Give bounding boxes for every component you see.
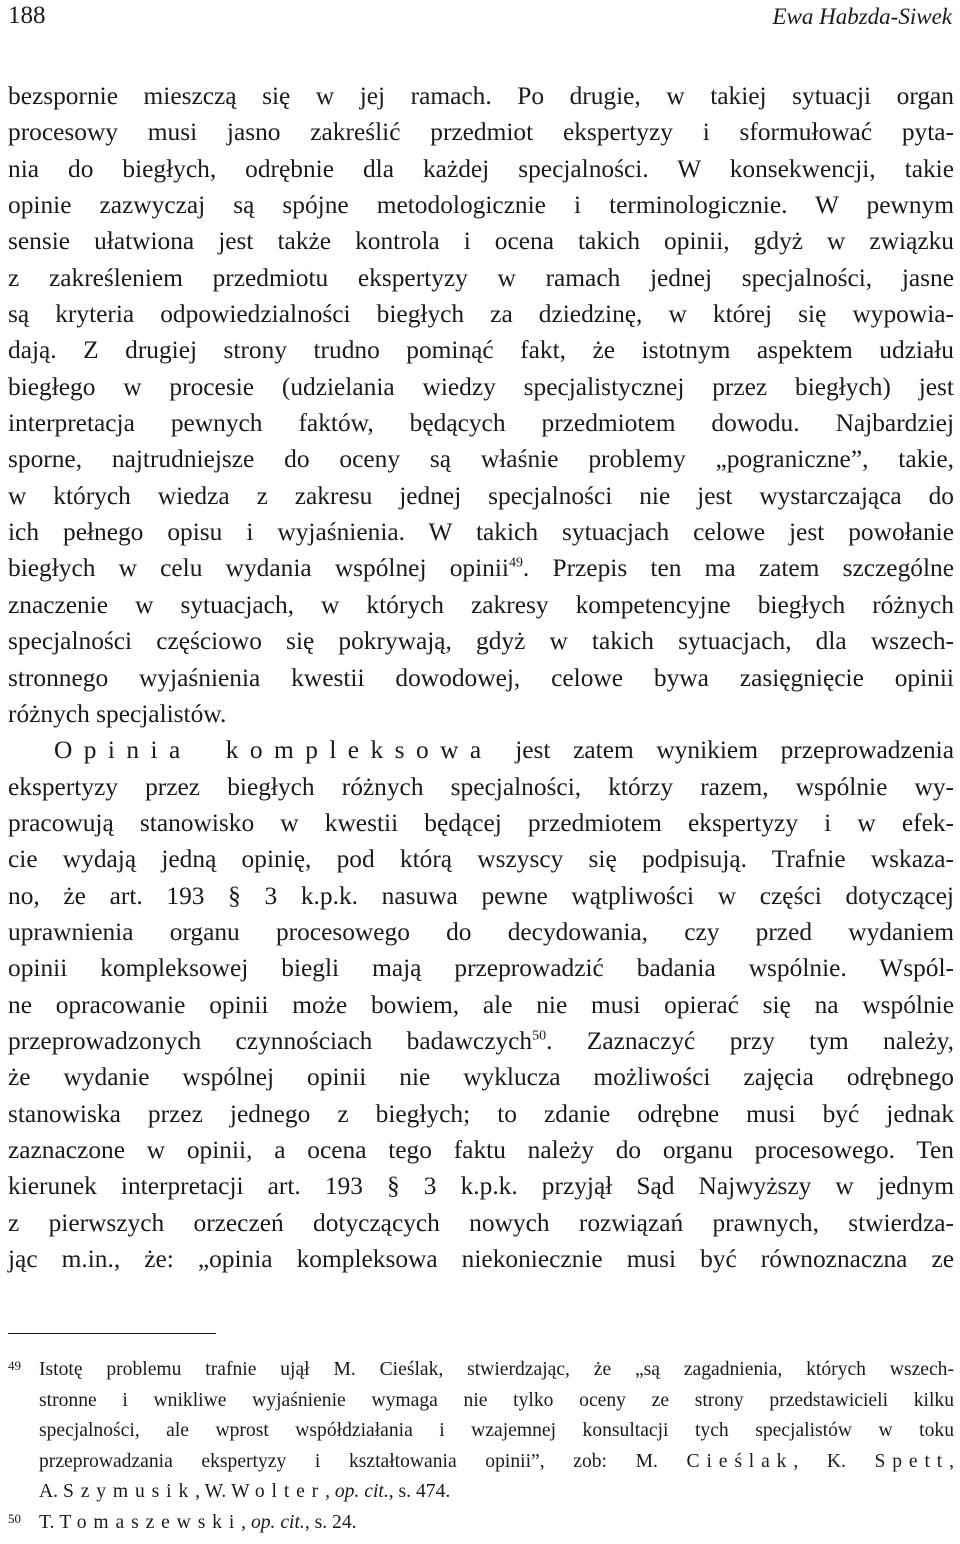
text-segment: , K.	[793, 1450, 875, 1472]
footnotes	[8, 1355, 954, 1538]
text-line: dają. Z drugiej strony trudno pominąć fakt, że istotnym aspektem udziału	[8, 336, 954, 365]
text-line: zaznaczone w opinii, a ocena tego faktu należy do organu procesowego. Ten	[8, 1135, 954, 1164]
term-opinia-kompleksowa: Opinia kompleksowa	[54, 736, 493, 765]
text-segment: A.	[39, 1481, 63, 1502]
text-line: procesowy musi jasno zakreślić przedmiot ekspertyzy i sformułować pyta-	[8, 118, 954, 147]
text-segment: ,	[241, 1511, 251, 1533]
author-name: Cieślak	[686, 1450, 794, 1472]
footnote-number: 49	[8, 1358, 21, 1373]
text-segment: , W.	[195, 1481, 232, 1502]
op-cit: op. cit.	[250, 1511, 305, 1533]
text-segment: ,	[949, 1450, 954, 1472]
text-line: interpretacja pewnych faktów, będących przedmiotem dowodu. Najbardziej	[8, 409, 954, 438]
text-segment: jest zatem wynikiem przeprowadzenia	[492, 736, 954, 765]
text-line: stronnego wyjaśnienia kwestii dowodowej, celowe bywa zasięgnięcie opinii	[8, 663, 954, 692]
text-line	[8, 732, 954, 768]
footnote-line: specjalności, ale wprost współdziałania i wzajemnej konsultacji tych specjalistów w toku	[39, 1420, 954, 1441]
text-line: biegłego w procesie (udzielania wiedzy specjalistycznej przez biegłych) jest	[8, 372, 954, 401]
text-line	[8, 550, 954, 586]
text-line: kierunek interpretacji art. 193 § 3 k.p.k. przyjął Sąd Najwyższy w jednym	[8, 1172, 954, 1201]
text-line: opinii kompleksowej biegli mają przeprowadzić badania wspólnie. Wspól-	[8, 954, 954, 983]
footnote-49	[8, 1355, 954, 1508]
text-line: jąc m.in., że: „opinia kompleksowa niekoniecznie musi być równoznaczna ze	[8, 1245, 954, 1273]
text-line: uprawnienia organu procesowego do decydowania, czy przed wydaniem	[8, 917, 954, 946]
op-cit: op. cit.	[334, 1481, 389, 1502]
text-line: stanowiska przez jednego z biegłych; to zdanie odrębne musi być jednak	[8, 1099, 954, 1128]
text-segment: , s. 24.	[304, 1511, 357, 1533]
text-segment: ,	[325, 1481, 335, 1502]
text-segment: , s. 474.	[388, 1481, 451, 1502]
text-line: ekspertyzy przez biegłych różnych specjalności, którzy razem, wspólnie wy-	[8, 772, 954, 801]
text-line: w których wiedza z zakresu jednej specjalności nie jest wystarczająca do	[8, 481, 954, 510]
text-line: bezspornie mieszczą się w jej ramach. Po drugie, w takiej sytuacji organ	[8, 82, 954, 110]
text-line: są kryteria odpowiedzialności biegłych za dziedzinę, w której się wypowia-	[8, 300, 954, 329]
text-line: sensie ułatwiona jest także kontrola i ocena takich opinii, gdyż w związku	[8, 227, 954, 256]
footnote-line	[39, 1477, 954, 1508]
text-line: pracowują stanowisko w kwestii będącej przedmiotem ekspertyzy i w efek-	[8, 808, 954, 837]
page-number: 188	[8, 2, 46, 29]
footnote-ref-50[interactable]: 50	[532, 1028, 547, 1044]
text-line: z zakreśleniem przedmiotu ekspertyzy w ramach jednej specjalności, jasne	[8, 263, 954, 292]
text-segment: przeprowadzania ekspertyzy i kształtowania opinii”, zob: M.	[39, 1450, 687, 1472]
main-text	[8, 78, 954, 1277]
text-segment: T.	[39, 1511, 60, 1533]
footnote-line: stronne i wnikliwe wyjaśnienie wymaga nie tylko oceny ze strony przedstawicieli kilku	[39, 1389, 954, 1411]
text-line: znaczenie w sytuacjach, w których zakresy kompetencyjne biegłych różnych	[8, 590, 954, 619]
text-line: że wydanie wspólnej opinii nie wyklucza możliwości zajęcia odrębnego	[8, 1063, 954, 1092]
text-segment: przeprowadzonych czynnościach badawczych	[8, 1026, 533, 1055]
text-line: ich pełnego opisu i wyjaśnienia. W takich sytuacjach celowe jest powołanie	[8, 518, 954, 547]
text-line: cie wydają jedną opinię, pod którą wszyscy się podpisują. Trafnie wskaza-	[8, 845, 954, 874]
text-line: sporne, najtrudniejsze do oceny są właśnie problemy „pograniczne”, takie,	[8, 445, 954, 474]
footnote-50	[8, 1508, 954, 1539]
running-head-author: Ewa Habzda-Siwek	[772, 4, 952, 29]
text-line: ne opracowanie opinii może bowiem, ale nie musi opierać się na wspólnie	[8, 990, 954, 1019]
paragraph-end-line: różnych specjalistów.	[8, 699, 227, 728]
footnote-line: Istotę problemu trafnie ujął M. Cieślak, stwierdzając, że „są zagadnienia, których wszech-	[39, 1359, 954, 1380]
author-name: Tomaszewski	[59, 1511, 242, 1533]
text-line: opinie zazwyczaj są spójne metodologicznie i terminologicznie. W pewnym	[8, 191, 954, 220]
footnote-line	[39, 1447, 954, 1478]
text-line: specjalności częściowo się pokrywają, gdyż w takich sytuacjach, dla wszech-	[8, 627, 954, 656]
text-segment: biegłych w celu wydania wspólnej opinii	[8, 554, 509, 583]
footnote-line	[39, 1508, 954, 1539]
text-line: no, że art. 193 § 3 k.p.k. nasuwa pewne wątpliwości w części dotyczącej	[8, 881, 954, 910]
author-name: Wolter	[231, 1481, 326, 1502]
footnote-number: 50	[8, 1510, 21, 1526]
text-line	[8, 1023, 954, 1059]
text-line: nia do biegłych, odrębnie dla każdej specjalności. W konsekwencji, takie	[8, 154, 954, 183]
page-header	[8, 0, 952, 40]
text-segment: . Zaznaczyć przy tym należy,	[546, 1026, 954, 1055]
text-segment: . Przepis ten ma zatem szczególne	[522, 554, 954, 583]
author-name: Spett	[874, 1450, 950, 1472]
footnote-ref-49[interactable]: 49	[508, 556, 523, 571]
footnote-separator	[8, 1333, 216, 1334]
text-line: z pierwszych orzeczeń dotyczących nowych rozwiązań prawnych, stwierdza-	[8, 1208, 954, 1237]
author-name: Szymusik	[62, 1481, 196, 1502]
